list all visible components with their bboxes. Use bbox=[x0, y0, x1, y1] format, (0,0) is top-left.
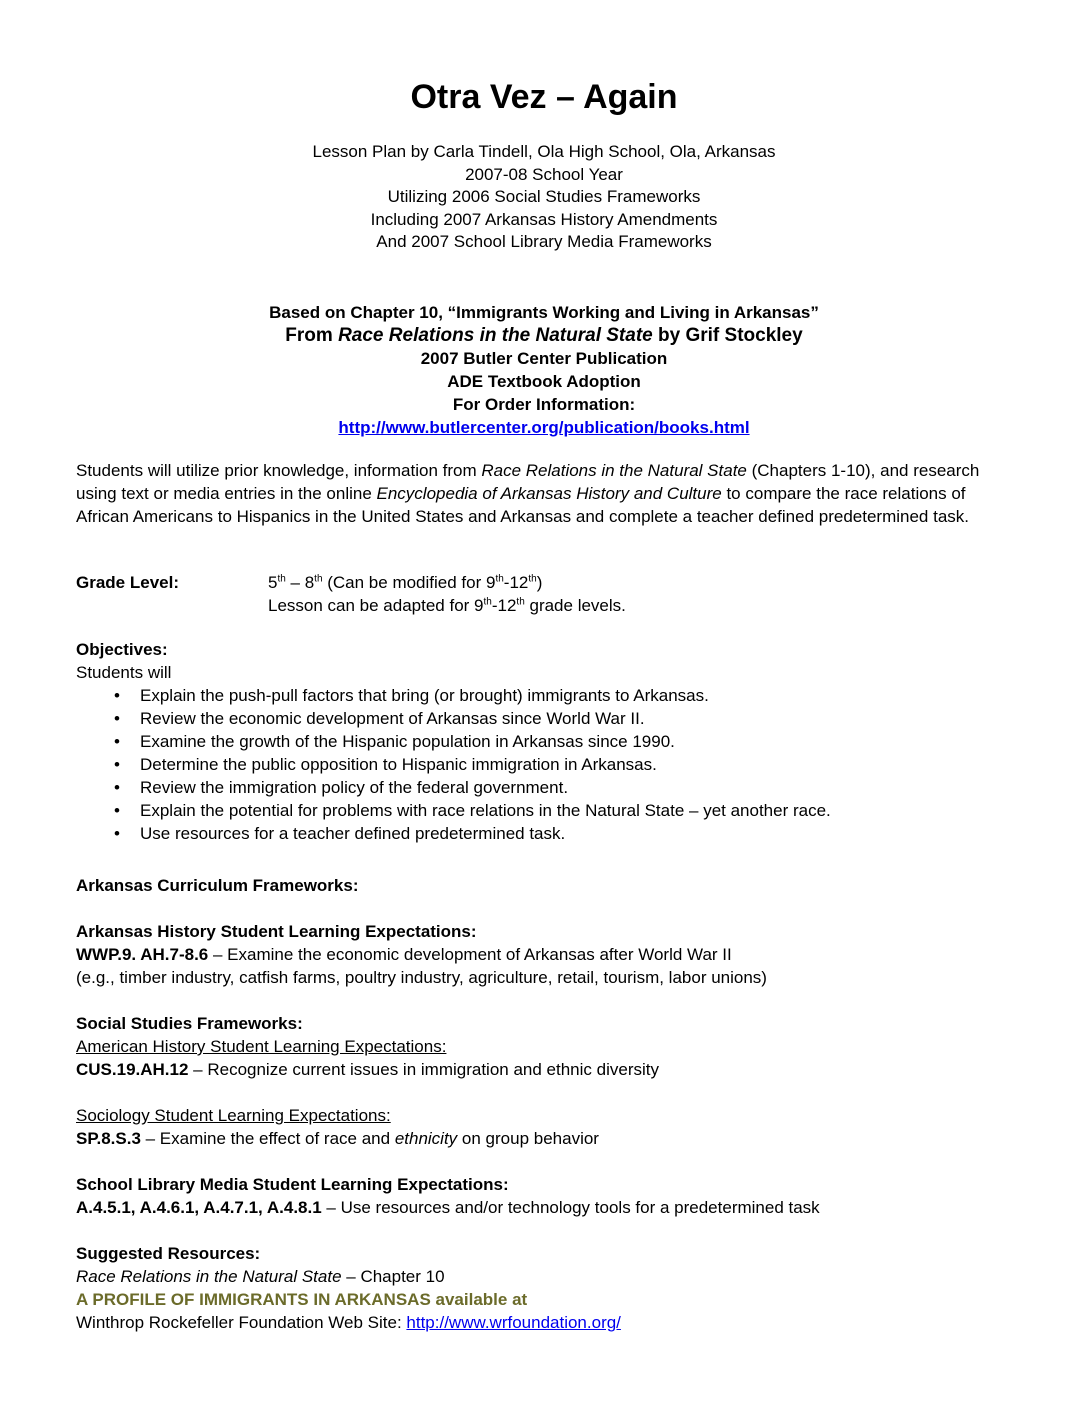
objectives-lead: Students will bbox=[76, 663, 172, 682]
soc-heading: Sociology Student Learning Expectations: bbox=[76, 1106, 391, 1125]
encyclopedia-title: Encyclopedia of Arkansas History and Culture bbox=[376, 484, 722, 503]
resource-website: Winthrop Rockefeller Foundation Web Site: http://www.wrfoundation.org/ bbox=[76, 1313, 621, 1332]
list-item: • Review the immigration policy of the federal government. bbox=[140, 776, 1016, 799]
amh-heading: American History Student Learning Expectations: bbox=[76, 1037, 447, 1056]
intro-paragraph: Students will utilize prior knowledge, information from Race Relations in the Natural State (Chapters 1-10), and research using text or media entries in the online Encyclopedia of Arkansas History and Culture to compare the race relations of African Americans to Hispanics in the United States and Arkansas and complete a teacher defined predetermined task. bbox=[76, 461, 980, 526]
ss-heading: Social Studies Frameworks: bbox=[76, 1014, 303, 1033]
grade-level-values: 5th – 8th (Can be modified for 9th-12th) Lesson can be adapted for 9th-12th grade levels. bbox=[268, 573, 626, 615]
list-item: • Use resources for a teacher defined predetermined task. bbox=[140, 822, 1016, 845]
resources-heading: Suggested Resources: bbox=[76, 1244, 261, 1263]
source-chapter: Based on Chapter 10, “Immigrants Working and Living in Arkansas” bbox=[269, 303, 819, 322]
source-order-label: For Order Information: bbox=[452, 395, 636, 414]
ah-heading: Arkansas History Student Learning Expectations: bbox=[76, 922, 477, 941]
ah-examples: (e.g., timber industry, catfish farms, poultry industry, agriculture, retail, tourism, labor unions) bbox=[76, 968, 767, 987]
list-item: • Explain the potential for problems with race relations in the Natural State – yet another race. bbox=[140, 799, 1016, 822]
wrfoundation-link[interactable]: http://www.wrfoundation.org/ bbox=[406, 1313, 621, 1332]
lesson-info-line: And 2007 School Library Media Frameworks bbox=[376, 232, 712, 251]
lesson-info-line: Utilizing 2006 Social Studies Frameworks bbox=[387, 187, 701, 206]
list-item: • Examine the growth of the Hispanic population in Arkansas since 1990. bbox=[140, 730, 1016, 753]
lesson-info-line: 2007-08 School Year bbox=[465, 164, 623, 184]
objectives-heading: Objectives: bbox=[76, 640, 168, 659]
book-title: Race Relations in the Natural State bbox=[338, 325, 653, 346]
butler-center-link[interactable]: http://www.butlercenter.org/publication/books.html bbox=[338, 418, 750, 437]
resource-profile: A PROFILE OF IMMIGRANTS IN ARKANSAS available at bbox=[76, 1290, 528, 1309]
list-item: • Review the economic development of Arkansas since World War II. bbox=[140, 707, 1016, 730]
source-book-line: From Race Relations in the Natural State by Grif Stockley bbox=[285, 325, 803, 346]
lib-heading: School Library Media Student Learning Expectations: bbox=[76, 1175, 509, 1194]
grade-level bbox=[76, 571, 1016, 617]
lesson-info-line: Lesson Plan by Carla Tindell, Ola High School, Ola, Arkansas bbox=[312, 142, 776, 161]
intro-book-title: Race Relations in the Natural State bbox=[481, 461, 747, 480]
frameworks-heading: Arkansas Curriculum Frameworks: bbox=[76, 876, 359, 895]
list-item: • Determine the public opposition to Hispanic immigration in Arkansas. bbox=[140, 753, 1016, 776]
list-item: • Explain the push-pull factors that bring (or brought) immigrants to Arkansas. bbox=[140, 684, 1016, 707]
objectives-section bbox=[76, 638, 1016, 845]
grade-level-label: Grade Level: bbox=[76, 573, 179, 592]
source-publisher: 2007 Butler Center Publication bbox=[420, 349, 668, 368]
soc-expectation: SP.8.S.3 – Examine the effect of race and ethnicity on group behavior bbox=[76, 1129, 599, 1148]
lesson-info bbox=[0, 141, 1088, 254]
page-title: Otra Vez – Again bbox=[410, 78, 678, 116]
resource-book: Race Relations in the Natural State – Chapter 10 bbox=[76, 1267, 445, 1286]
frameworks-section bbox=[76, 874, 1016, 1334]
amh-expectation: CUS.19.AH.12 – Recognize current issues in immigration and ethnic diversity bbox=[76, 1060, 659, 1079]
ah-expectation: WWP.9. AH.7-8.6 – Examine the economic development of Arkansas after World War II bbox=[76, 945, 732, 964]
source-adoption: ADE Textbook Adoption bbox=[447, 372, 641, 391]
lesson-info-line: Including 2007 Arkansas History Amendments bbox=[370, 209, 718, 229]
objectives-list bbox=[76, 684, 1016, 845]
source-info bbox=[0, 301, 1088, 439]
lib-expectation: A.4.5.1, A.4.6.1, A.4.7.1, A.4.8.1 – Use resources and/or technology tools for a predetermined task bbox=[76, 1198, 820, 1217]
